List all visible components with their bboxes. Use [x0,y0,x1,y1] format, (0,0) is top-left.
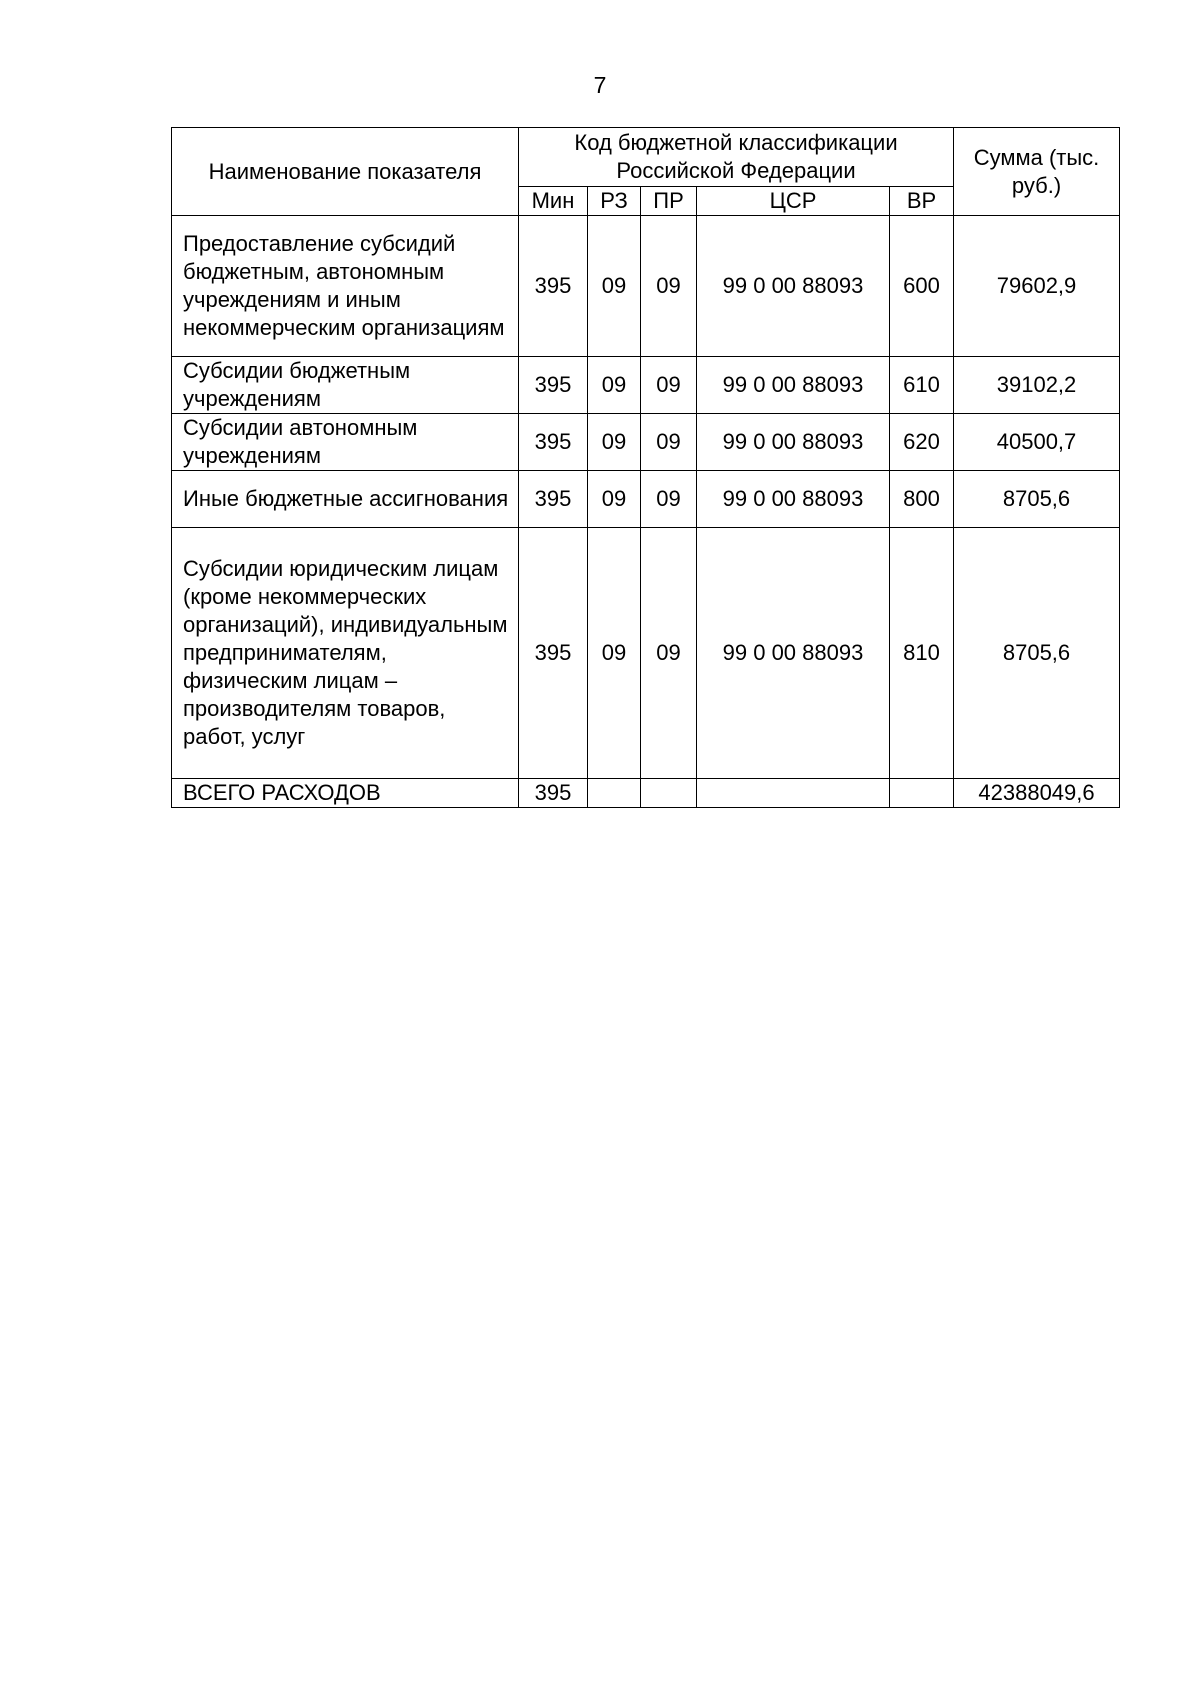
cell-total-name: ВСЕГО РАСХОДОВ [172,779,519,808]
cell-rz: 09 [588,528,641,779]
cell-pr: 09 [641,216,697,357]
cell-name: Предоставление субсидий бюджетным, автономным учреждениям и иным некоммерческим организациям [172,216,519,357]
cell-name: Субсидии юридическим лицам (кроме некоммерческих организаций), индивидуальным предпринимателям, физическим лицам – производителям товаров, работ, услуг [172,528,519,779]
cell-vr: 600 [890,216,954,357]
table-row [172,357,1120,414]
header-csr: ЦСР [697,187,890,216]
cell-min: 395 [519,216,588,357]
header-code-group: Код бюджетной классификации Российской Федерации [519,128,954,187]
cell-rz: 09 [588,357,641,414]
cell-min: 395 [519,471,588,528]
cell-pr: 09 [641,528,697,779]
cell-rz: 09 [588,471,641,528]
cell-name: Иные бюджетные ассигнования [172,471,519,528]
cell-csr: 99 0 00 88093 [697,357,890,414]
cell-csr: 99 0 00 88093 [697,471,890,528]
cell-rz: 09 [588,216,641,357]
cell-csr: 99 0 00 88093 [697,528,890,779]
header-rz: РЗ [588,187,641,216]
header-pr: ПР [641,187,697,216]
cell-min: 395 [519,528,588,779]
cell-rz: 09 [588,414,641,471]
cell-vr: 810 [890,528,954,779]
cell-min: 395 [519,414,588,471]
cell-csr: 99 0 00 88093 [697,414,890,471]
cell-min: 395 [519,357,588,414]
cell-sum: 39102,2 [954,357,1120,414]
table-row [172,528,1120,779]
cell-pr: 09 [641,357,697,414]
cell-total-vr [890,779,954,808]
cell-total-csr [697,779,890,808]
cell-total-sum: 42388049,6 [954,779,1120,808]
page-number: 7 [593,72,607,98]
table-row [172,471,1120,528]
cell-total-min: 395 [519,779,588,808]
cell-pr: 09 [641,471,697,528]
cell-name: Субсидии бюджетным учреждениям [172,357,519,414]
total-row [172,779,1120,808]
cell-csr: 99 0 00 88093 [697,216,890,357]
cell-pr: 09 [641,414,697,471]
table-row [172,216,1120,357]
cell-sum: 79602,9 [954,216,1120,357]
header-sum: Сумма (тыс. руб.) [954,128,1120,216]
cell-total-pr [641,779,697,808]
cell-total-rz [588,779,641,808]
header-vr: ВР [890,187,954,216]
cell-name: Субсидии автономным учреждениям [172,414,519,471]
cell-vr: 610 [890,357,954,414]
header-name: Наименование показателя [172,128,519,216]
cell-sum: 40500,7 [954,414,1120,471]
cell-sum: 8705,6 [954,528,1120,779]
cell-sum: 8705,6 [954,471,1120,528]
budget-table [171,127,1120,808]
cell-vr: 620 [890,414,954,471]
header-row [172,128,1120,187]
header-min: Мин [519,187,588,216]
table-row [172,414,1120,471]
cell-vr: 800 [890,471,954,528]
